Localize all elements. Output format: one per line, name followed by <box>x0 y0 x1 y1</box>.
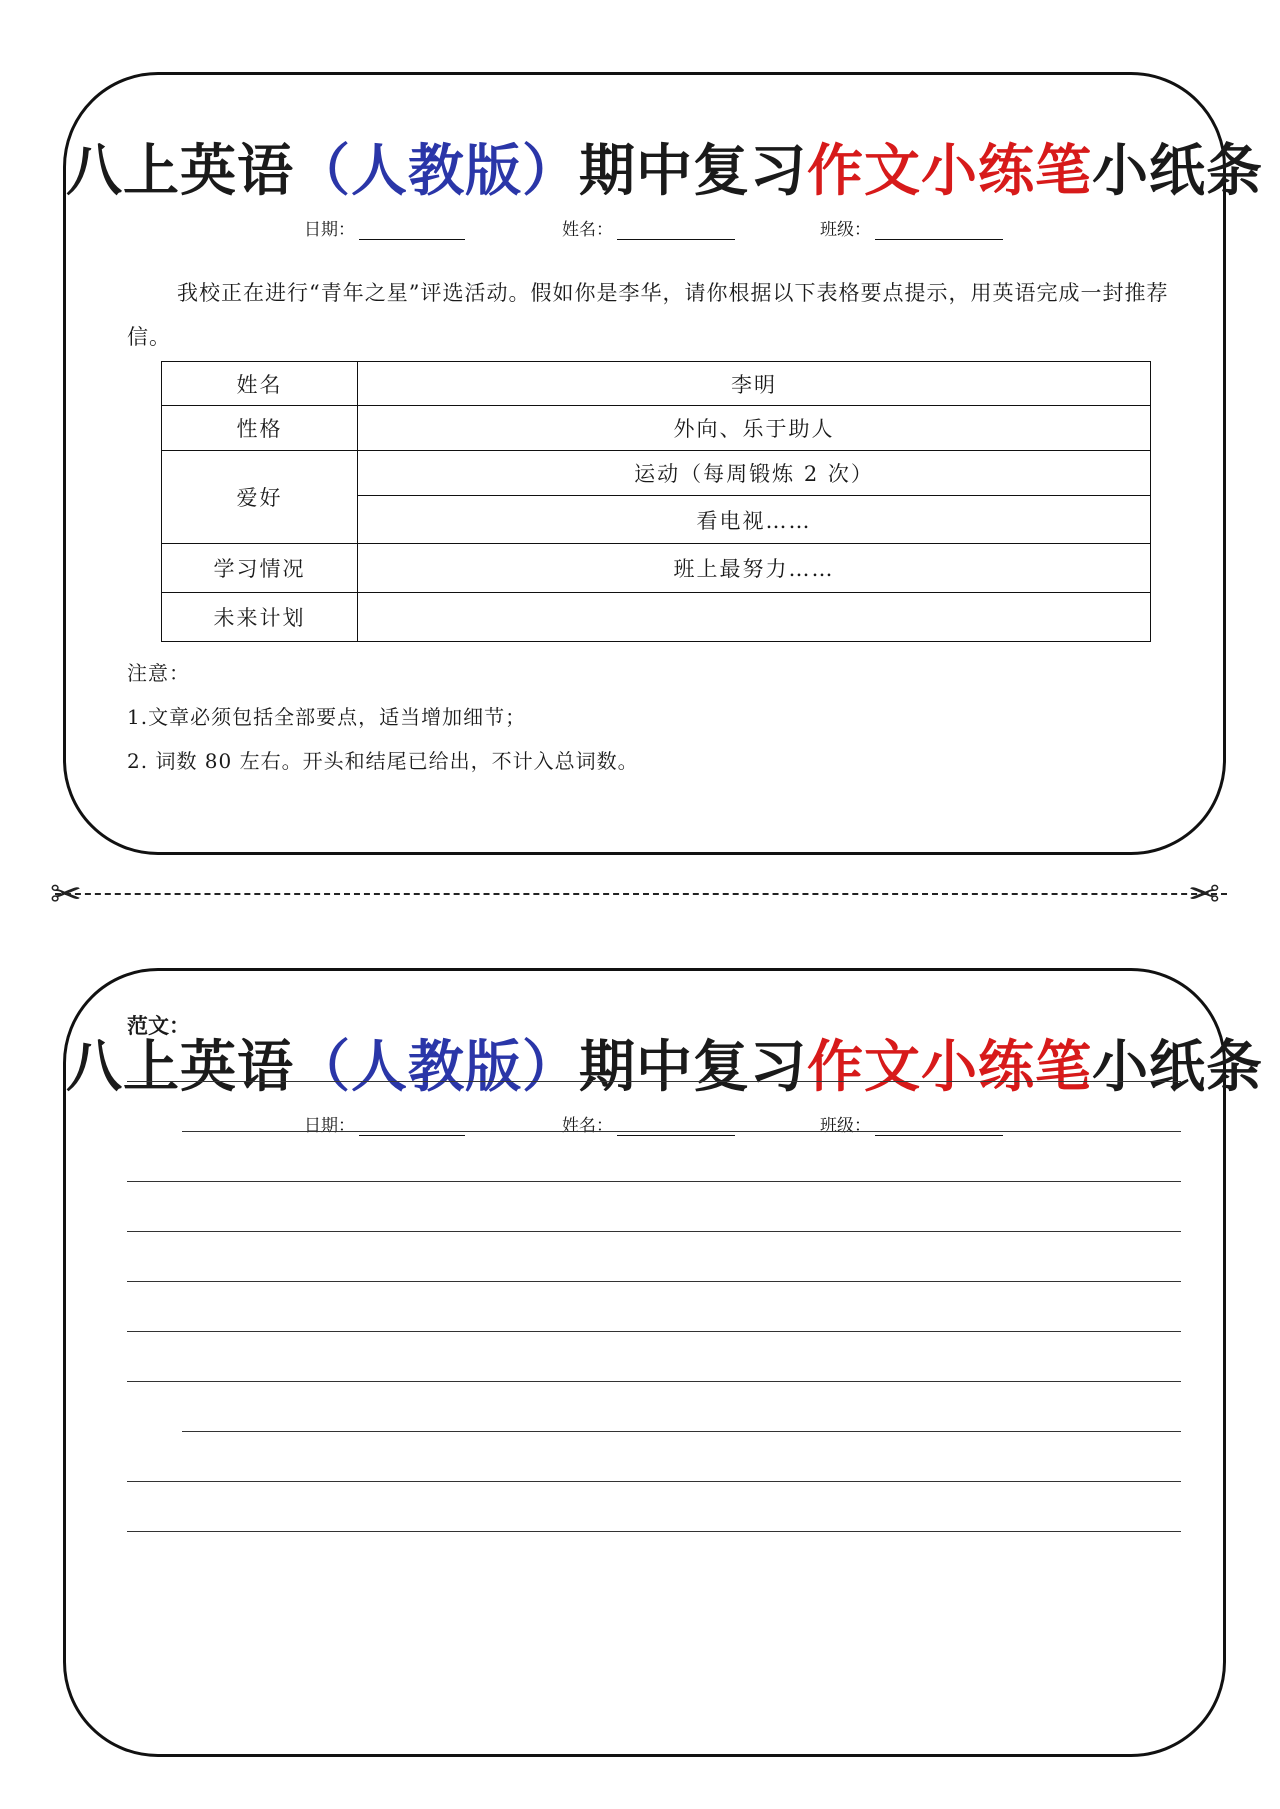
table-row <box>162 362 1151 406</box>
writing-line[interactable] <box>182 1131 1181 1132</box>
class-label: 班级： <box>820 220 871 240</box>
page-title <box>66 127 1263 207</box>
scissors-icon: ✂ <box>50 872 82 916</box>
writing-card <box>63 968 1263 1757</box>
task-prompt: 我校正在进行“青年之星”评选活动。假如你是李华，请你根据以下表格要点提示，用英语完成一封推荐信。 <box>127 281 1169 349</box>
title-part3: 期中复习 <box>579 1034 807 1100</box>
writing-line[interactable] <box>127 1081 1181 1082</box>
title-part1: 八上英语 <box>66 138 294 204</box>
name-label: 姓名： <box>562 220 613 240</box>
title-part4: 作文小练笔 <box>807 1034 1092 1100</box>
table-value[interactable] <box>358 593 1151 642</box>
writing-line[interactable] <box>182 1431 1181 1432</box>
table-key: 性格 <box>162 406 358 451</box>
table-value: 看电视…… <box>358 496 1151 544</box>
info-table <box>161 361 1151 642</box>
notes-item: 1.文章必须包括全部要点，适当增加细节； <box>127 705 527 729</box>
title-part3: 期中复习 <box>579 138 807 204</box>
table-value: 班上最努力…… <box>358 544 1151 593</box>
model-essay-label: 范文： <box>127 1013 190 1038</box>
table-row <box>162 544 1151 593</box>
prompt-card <box>63 72 1263 855</box>
writing-line[interactable] <box>127 1381 1181 1382</box>
scissors-icon: ✂ <box>1188 872 1220 916</box>
name-blank[interactable] <box>617 221 735 240</box>
writing-line[interactable] <box>127 1231 1181 1232</box>
cut-line <box>55 893 1227 895</box>
table-value: 李明 <box>358 362 1151 406</box>
table-value: 外向、乐于助人 <box>358 406 1151 451</box>
date-field[interactable] <box>304 1111 465 1136</box>
date-label: 日期： <box>304 220 355 240</box>
name-blank[interactable] <box>617 1117 735 1136</box>
name-field[interactable] <box>562 1111 735 1136</box>
notes <box>127 651 639 783</box>
table-row <box>162 593 1151 642</box>
writing-line[interactable] <box>127 1531 1181 1532</box>
table-key: 爱好 <box>162 451 358 544</box>
table-row <box>162 406 1151 451</box>
class-field[interactable] <box>820 215 1003 240</box>
date-blank[interactable] <box>359 1117 465 1136</box>
class-label: 班级： <box>820 1116 871 1136</box>
writing-line[interactable] <box>127 1281 1181 1282</box>
date-field[interactable] <box>304 215 465 240</box>
title-part2: （人教版） <box>294 1034 579 1100</box>
title-part1: 八上英语 <box>66 1034 294 1100</box>
writing-line[interactable] <box>127 1331 1181 1332</box>
notes-item: 2. 词数 80 左右。开头和结尾已给出，不计入总词数。 <box>127 749 639 773</box>
title-part5: 小纸条 <box>1092 1034 1263 1100</box>
writing-line[interactable] <box>127 1181 1181 1182</box>
name-field[interactable] <box>562 215 735 240</box>
class-blank[interactable] <box>875 1117 1003 1136</box>
class-blank[interactable] <box>875 221 1003 240</box>
title-part5: 小纸条 <box>1092 138 1263 204</box>
class-field[interactable] <box>820 1111 1003 1136</box>
table-key: 未来计划 <box>162 593 358 642</box>
title-part2: （人教版） <box>294 138 579 204</box>
table-value: 运动（每周锻炼 2 次） <box>358 451 1151 496</box>
title-part4: 作文小练笔 <box>807 138 1092 204</box>
page-title <box>66 1023 1263 1103</box>
date-blank[interactable] <box>359 221 465 240</box>
table-key: 姓名 <box>162 362 358 406</box>
writing-line[interactable] <box>127 1481 1181 1482</box>
table-row <box>162 451 1151 496</box>
table-key: 学习情况 <box>162 544 358 593</box>
name-label: 姓名： <box>562 1116 613 1136</box>
notes-heading: 注意： <box>127 661 190 685</box>
date-label: 日期： <box>304 1116 355 1136</box>
